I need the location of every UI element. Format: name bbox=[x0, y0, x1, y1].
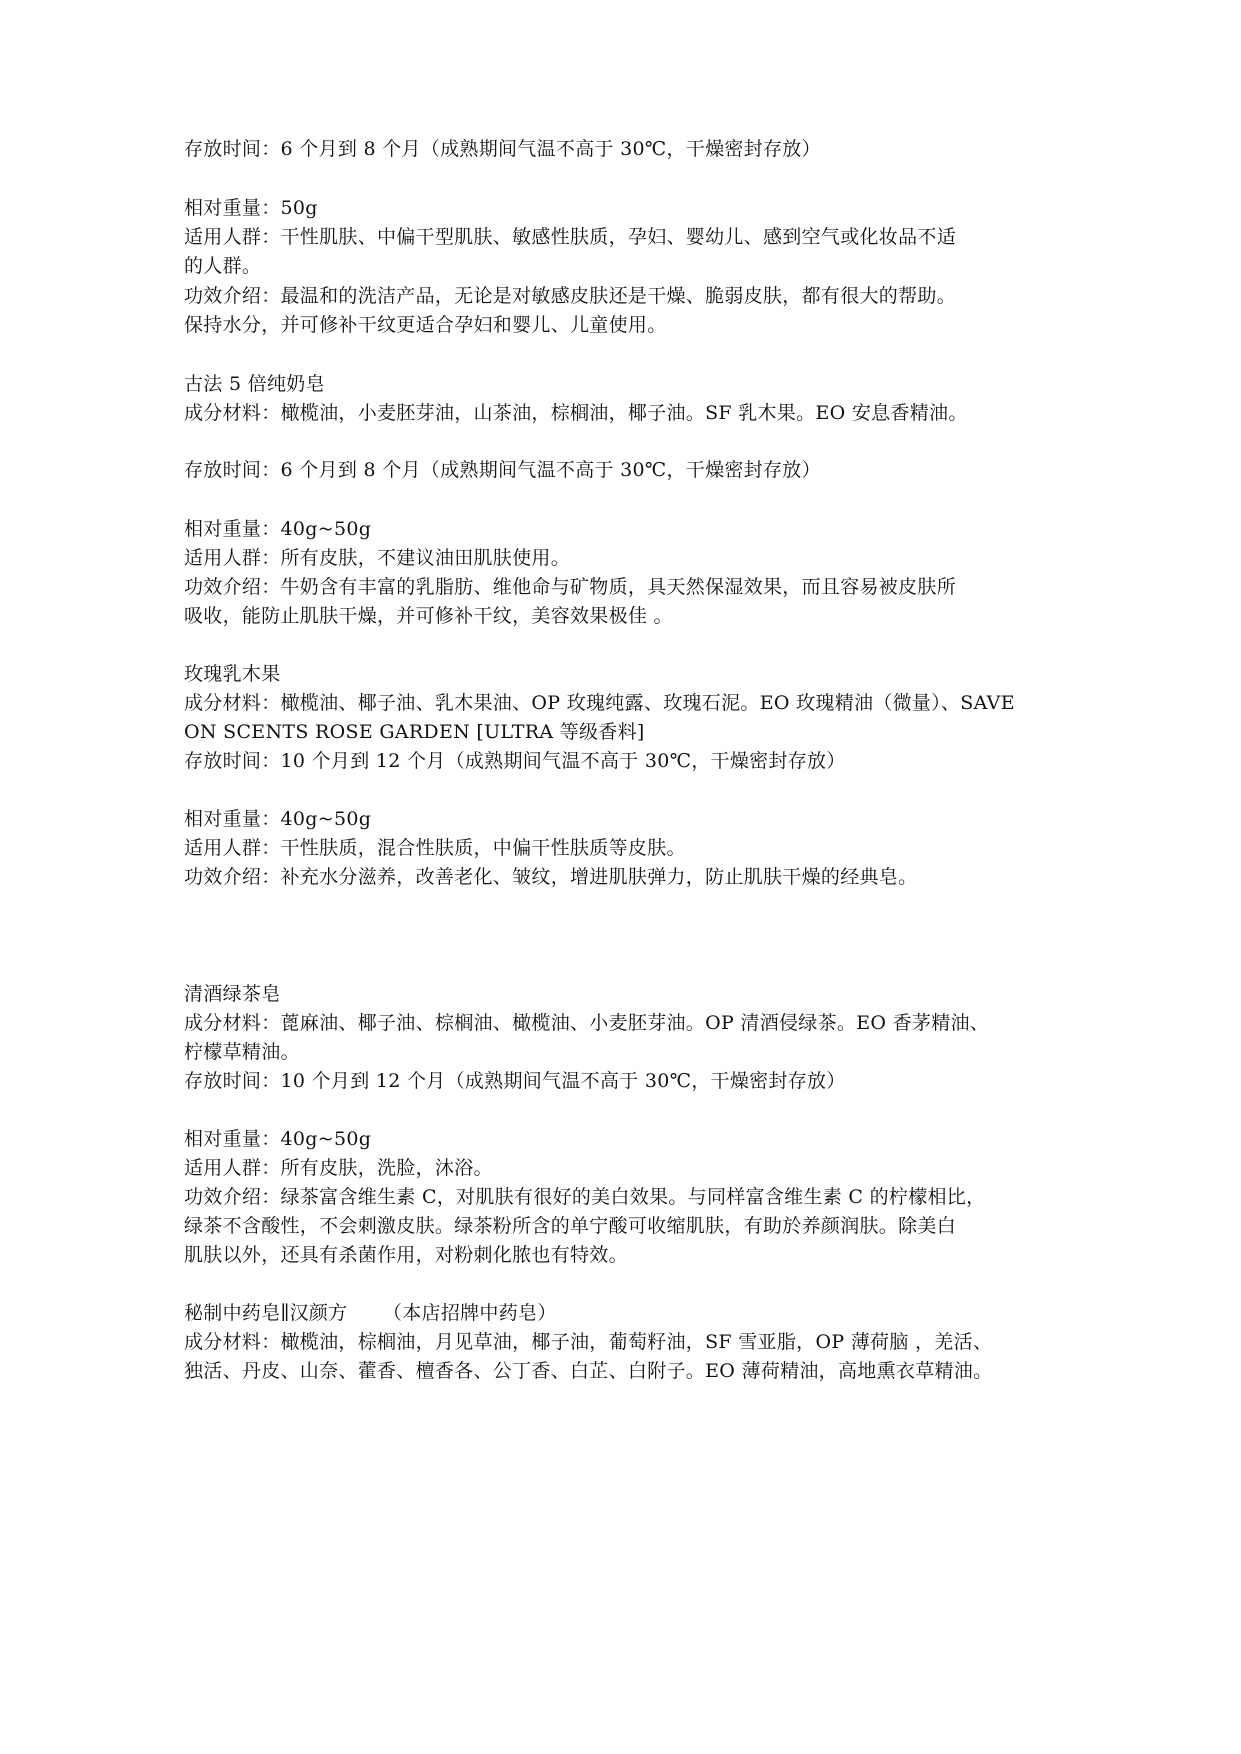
text-line: 相对重量：40g~50g bbox=[184, 518, 372, 540]
text-line: 存放时间：6 个月到 8 个月（成熟期间气温不高于 30℃，干燥密封存放） bbox=[184, 459, 821, 481]
text-line: 相对重量：40g~50g bbox=[184, 1128, 372, 1150]
text-line: 相对重量：50g bbox=[184, 197, 318, 219]
section-title: 清酒绿茶皂 bbox=[184, 983, 281, 1005]
text-line: 成分材料：橄榄油、椰子油、乳木果油、OP 玫瑰纯露、玫瑰石泥。EO 玫瑰精油（微量）、SAVE bbox=[184, 692, 1015, 714]
text-line: 成分材料：蓖麻油、椰子油、棕榈油、橄榄油、小麦胚芽油。OP 清酒侵绿茶。EO 香茅精油、 bbox=[184, 1012, 990, 1034]
text-line: 肌肤以外，还具有杀菌作用，对粉刺化脓也有特效。 bbox=[184, 1244, 628, 1266]
text-line: 成分材料：橄榄油，棕榈油，月见草油，椰子油，葡萄籽油，SF 雪亚脂，OP 薄荷脑 ，羌活、 bbox=[184, 1331, 993, 1353]
text-line: 适用人群：所有皮肤，洗脸，沐浴。 bbox=[184, 1157, 493, 1179]
section-title: 古法 5 倍纯奶皂 bbox=[184, 373, 325, 395]
text-line: 成分材料：橄榄油，小麦胚芽油，山茶油，棕榈油，椰子油。SF 乳木果。EO 安息香精油。 bbox=[184, 402, 968, 424]
text-line: 柠檬草精油。 bbox=[184, 1041, 300, 1063]
text-line: 适用人群：干性肤质，混合性肤质，中偏干性肤质等皮肤。 bbox=[184, 837, 686, 859]
text-line: ON SCENTS ROSE GARDEN [ULTRA 等级香料] bbox=[184, 721, 645, 743]
text-line: 相对重量：40g~50g bbox=[184, 808, 372, 830]
text-line: 存放时间：10 个月到 12 个月（成熟期间气温不高于 30℃，干燥密封存放） bbox=[184, 750, 846, 772]
text-line: 的人群。 bbox=[184, 255, 262, 277]
text-line: 适用人群：所有皮肤，不建议油田肌肤使用。 bbox=[184, 547, 571, 569]
text-line: 功效介绍：牛奶含有丰富的乳脂肪、维他命与矿物质，具天然保湿效果，而且容易被皮肤所 bbox=[184, 576, 957, 598]
text-line: 保持水分，并可修补干纹更适合孕妇和婴儿、儿童使用。 bbox=[184, 314, 667, 336]
text-line: 吸收，能防止肌肤干燥，并可修补干纹，美容效果极佳 。 bbox=[184, 605, 673, 627]
text-line: 功效介绍：最温和的洗洁产品，无论是对敏感皮肤还是干燥、脆弱皮肤，都有很大的帮助。 bbox=[184, 285, 957, 307]
text-line: 功效介绍：补充水分滋养，改善老化、皱纹，增进肌肤弹力，防止肌肤干燥的经典皂。 bbox=[184, 866, 918, 888]
section-title: 秘制中药皂∥汉颜方 （本店招牌中药皂） bbox=[184, 1302, 557, 1324]
text-line: 独活、丹皮、山奈、藿香、檀香各、公丁香、白芷、白附子。EO 薄荷精油，高地熏衣草精油。 bbox=[184, 1360, 993, 1382]
text-line: 功效介绍：绿茶富含维生素 C，对肌肤有很好的美白效果。与同样富含维生素 C 的柠檬相比， bbox=[184, 1186, 986, 1208]
text-line: 存放时间：10 个月到 12 个月（成熟期间气温不高于 30℃，干燥密封存放） bbox=[184, 1070, 846, 1092]
text-line: 存放时间：6 个月到 8 个月（成熟期间气温不高于 30℃，干燥密封存放） bbox=[184, 138, 821, 160]
section-title: 玫瑰乳木果 bbox=[184, 663, 281, 685]
text-line: 绿茶不含酸性，不会刺激皮肤。绿茶粉所含的单宁酸可收缩肌肤，有助於养颜润肤。除美白 bbox=[184, 1215, 957, 1237]
text-line: 适用人群：干性肌肤、中偏干型肌肤、敏感性肤质，孕妇、婴幼儿、感到空气或化妆品不适 bbox=[184, 226, 957, 248]
